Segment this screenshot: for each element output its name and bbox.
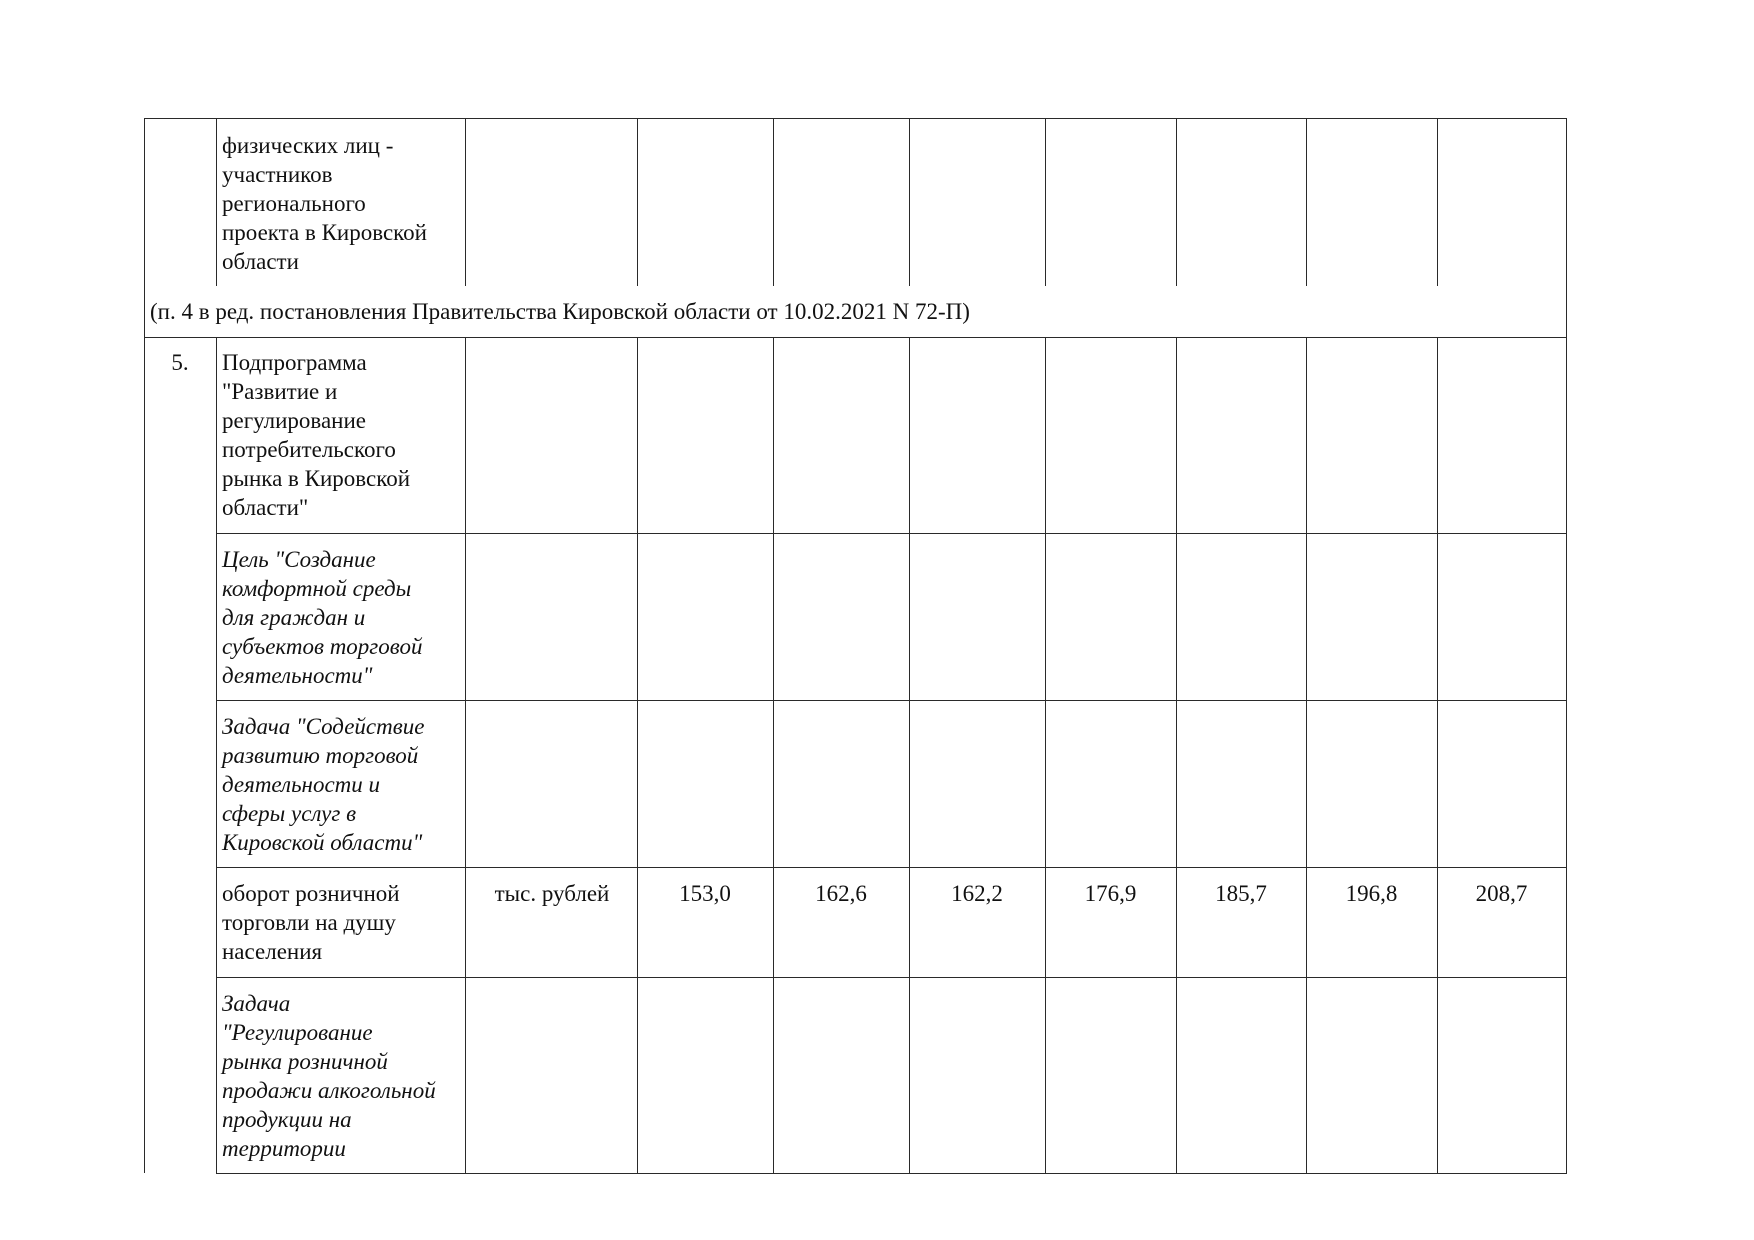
table-rule — [637, 337, 638, 1173]
table-rule — [909, 118, 910, 286]
table-rule — [1306, 337, 1307, 1173]
task-cell: Задача "Регулирование рынка розничной продажи алкогольной продукции на территории — [222, 991, 436, 1161]
table-rule — [144, 118, 145, 1173]
table-rule — [216, 337, 217, 1173]
continuation-indicator-cell: физических лиц - участников регионального проекта в Кировской области — [222, 133, 427, 274]
table-rule — [216, 700, 1566, 701]
indicator-value: 153,0 — [679, 881, 731, 906]
table-rule — [144, 118, 1566, 119]
indicator-value: 162,2 — [951, 881, 1003, 906]
indicator-value: 208,7 — [1475, 881, 1528, 906]
amendment-note: (п. 4 в ред. постановления Правительства Кировской области от 10.02.2021 N 72-П) — [150, 299, 970, 324]
subprogram-number: 5. — [171, 350, 189, 375]
table-rule — [1306, 118, 1307, 286]
indicator-value: 176,9 — [1084, 881, 1137, 906]
table-rule — [1176, 337, 1177, 1173]
table-rule — [216, 1173, 1566, 1174]
table-rule — [1437, 118, 1438, 286]
task-cell: Задача "Содействие развитию торговой деятельности и сферы услуг в Кировской области" — [222, 714, 425, 855]
table-rule — [216, 533, 1566, 534]
table-rule — [465, 118, 466, 286]
table-rule — [216, 977, 1566, 978]
table-rule — [773, 118, 774, 286]
table-rule — [1176, 118, 1177, 286]
table-rule — [1566, 118, 1567, 1174]
indicator-name: оборот розничной торговли на душу населения — [222, 881, 400, 964]
indicator-value: 162,6 — [815, 881, 867, 906]
table-rule — [216, 867, 1566, 868]
table-rule — [216, 118, 217, 286]
table-rule — [144, 337, 1566, 338]
table-rule — [637, 118, 638, 286]
indicator-unit: тыс. рублей — [494, 881, 610, 906]
indicator-value: 185,7 — [1215, 881, 1267, 906]
table-rule — [909, 337, 910, 1173]
indicator-value: 196,8 — [1345, 881, 1398, 906]
table-rule — [1437, 337, 1438, 1173]
goal-cell: Цель "Создание комфортной среды для граждан и субъектов торговой деятельности" — [222, 547, 423, 688]
subprogram-title: Подпрограмма "Развитие и регулирование потребительского рынка в Кировской области" — [222, 350, 411, 520]
table-rule — [1045, 118, 1046, 286]
table-rule — [1045, 337, 1046, 1173]
table-rule — [773, 337, 774, 1173]
